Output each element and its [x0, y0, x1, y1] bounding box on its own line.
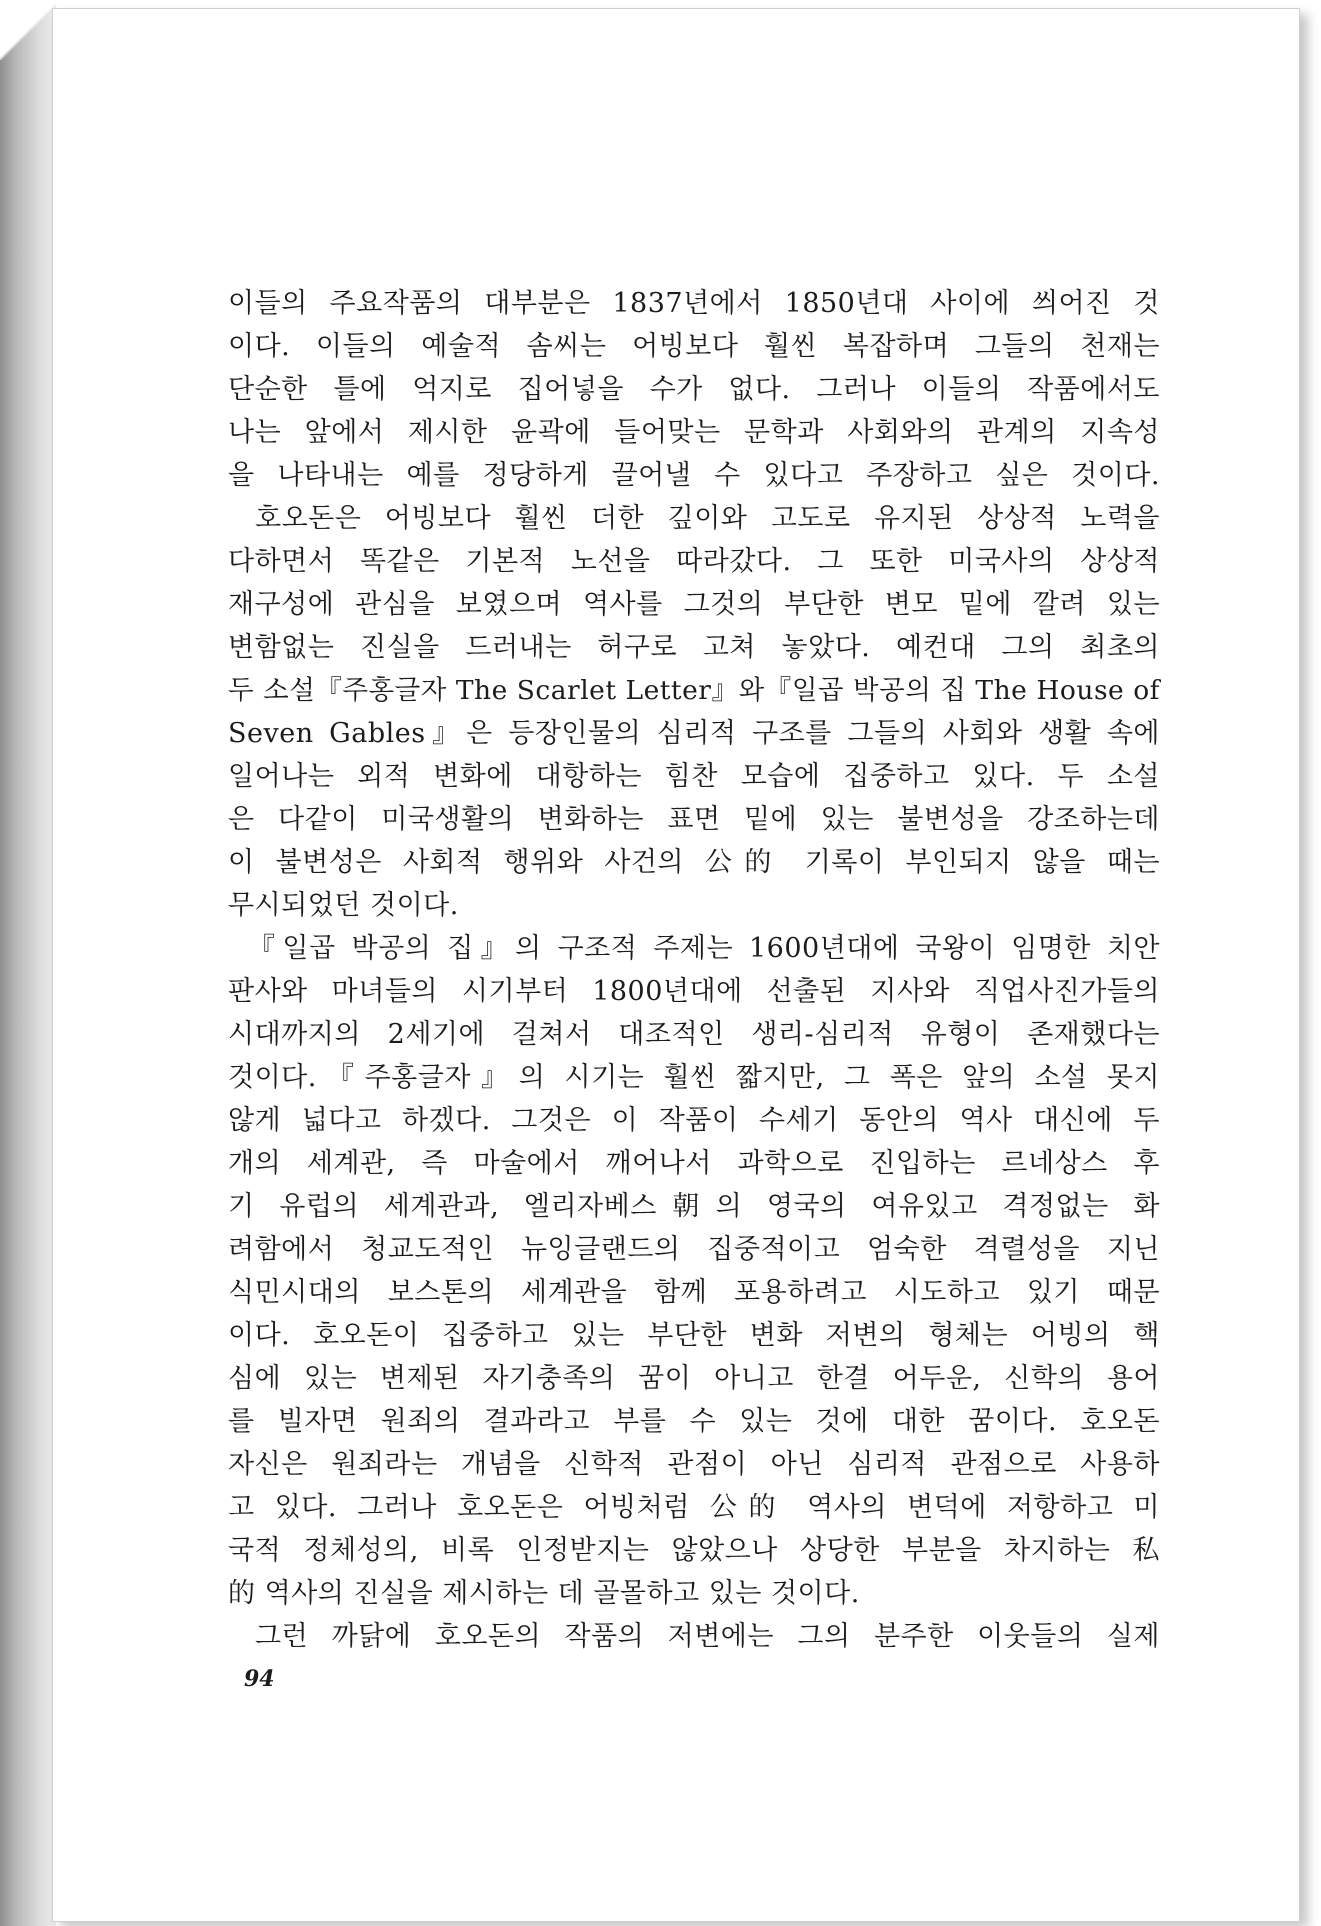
text-line: 고 있다. 그러나 호오돈은 어빙처럼 公的 역사의 변덕에 저항하고 미: [228, 1492, 1160, 1523]
text-line: 않게 넓다고 하겠다. 그것은 이 작품이 수세기 동안의 역사 대신에 두: [228, 1105, 1160, 1136]
text-line: 그런 까닭에 호오돈의 작품의 저변에는 그의 분주한 이웃들의 실제: [255, 1621, 1160, 1652]
text-line: 기 유럽의 세계관과, 엘리자베스朝의 영국의 여유있고 격정없는 화: [228, 1191, 1160, 1222]
text-line: 단순한 틀에 억지로 집어넣을 수가 없다. 그러나 이들의 작품에서도: [228, 374, 1160, 405]
text-line: 심에 있는 변제된 자기충족의 꿈이 아니고 한결 어두운, 신학의 용어: [228, 1363, 1160, 1394]
text-line: 이 불변성은 사회적 행위와 사건의 公的 기록이 부인되지 않을 때는: [228, 847, 1160, 878]
text-line: 려함에서 청교도적인 뉴잉글랜드의 집중적이고 엄숙한 격렬성을 지닌: [228, 1234, 1160, 1265]
text-line: 이다. 이들의 예술적 솜씨는 어빙보다 훨씬 복잡하며 그들의 천재는: [228, 331, 1160, 362]
text-line: 개의 세계관, 즉 마술에서 깨어나서 과학으로 진입하는 르네상스 후: [228, 1148, 1160, 1179]
text-line: 은 다같이 미국생활의 변화하는 표면 밑에 있는 불변성을 강조하는데: [228, 804, 1160, 835]
text-line: 다하면서 똑같은 기본적 노선을 따라갔다. 그 또한 미국사의 상상적: [228, 546, 1160, 577]
body-text: [228, 282, 1160, 1658]
page-stack-edge: [0, 0, 56, 1926]
text-line: 변함없는 진실을 드러내는 허구로 고쳐 놓았다. 예컨대 그의 최초의: [228, 632, 1160, 663]
text-line: 국적 정체성의, 비록 인정받지는 않았으나 상당한 부분을 차지하는 私: [228, 1535, 1160, 1566]
text-line: 무시되었던 것이다.: [228, 890, 459, 921]
page-corner: [0, 0, 60, 60]
text-line: Seven Gables』은 등장인물의 심리적 구조를 그들의 사회와 생활 속에: [228, 718, 1160, 749]
text-line: 的 역사의 진실을 제시하는 데 골몰하고 있는 것이다.: [228, 1578, 860, 1609]
text-line: 판사와 마녀들의 시기부터 1800년대에 선출된 지사와 직업사진가들의: [228, 976, 1160, 1007]
text-line: 것이다.『주홍글자』의 시기는 훨씬 짧지만, 그 폭은 앞의 소설 못지: [228, 1062, 1160, 1093]
text-line: 나는 앞에서 제시한 윤곽에 들어맞는 문학과 사회와의 관계의 지속성: [228, 417, 1160, 448]
text-line: 식민시대의 보스톤의 세계관을 함께 포용하려고 시도하고 있기 때문: [228, 1277, 1160, 1308]
paragraph-2: [228, 497, 1160, 927]
text-line: 호오돈은 어빙보다 훨씬 더한 깊이와 고도로 유지된 상상적 노력을: [255, 503, 1160, 534]
text-line: 을 나타내는 예를 정당하게 끌어낼 수 있다고 주장하고 싶은 것이다.: [228, 460, 1160, 491]
paragraph-1: [228, 282, 1160, 497]
paragraph-4: [228, 1615, 1160, 1658]
page-number: 94: [244, 1666, 275, 1692]
text-line: 이들의 주요작품의 대부분은 1837년에서 1850년대 사이에 씌어진 것: [228, 288, 1160, 319]
text-line: 재구성에 관심을 보였으며 역사를 그것의 부단한 변모 밑에 깔려 있는: [228, 589, 1160, 620]
text-line: 자신은 원죄라는 개념을 신학적 관점이 아닌 심리적 관점으로 사용하: [228, 1449, 1160, 1480]
text-line: 『일곱 박공의 집』의 구조적 주제는 1600년대에 국왕이 임명한 치안: [248, 933, 1160, 964]
text-line: 일어나는 외적 변화에 대항하는 힘찬 모습에 집중하고 있다. 두 소설: [228, 761, 1160, 792]
text-line: 이다. 호오돈이 집중하고 있는 부단한 변화 저변의 형체는 어빙의 핵: [228, 1320, 1160, 1351]
text-line: 두 소설『주홍글자 The Scarlet Letter』와『일곱 박공의 집 The House of: [228, 675, 1160, 706]
paragraph-3: [228, 927, 1160, 1615]
text-line: 시대까지의 2세기에 걸쳐서 대조적인 생리-심리적 유형이 존재했다는: [228, 1019, 1160, 1050]
text-line: 를 빌자면 원죄의 결과라고 부를 수 있는 것에 대한 꿈이다. 호오돈: [228, 1406, 1160, 1437]
